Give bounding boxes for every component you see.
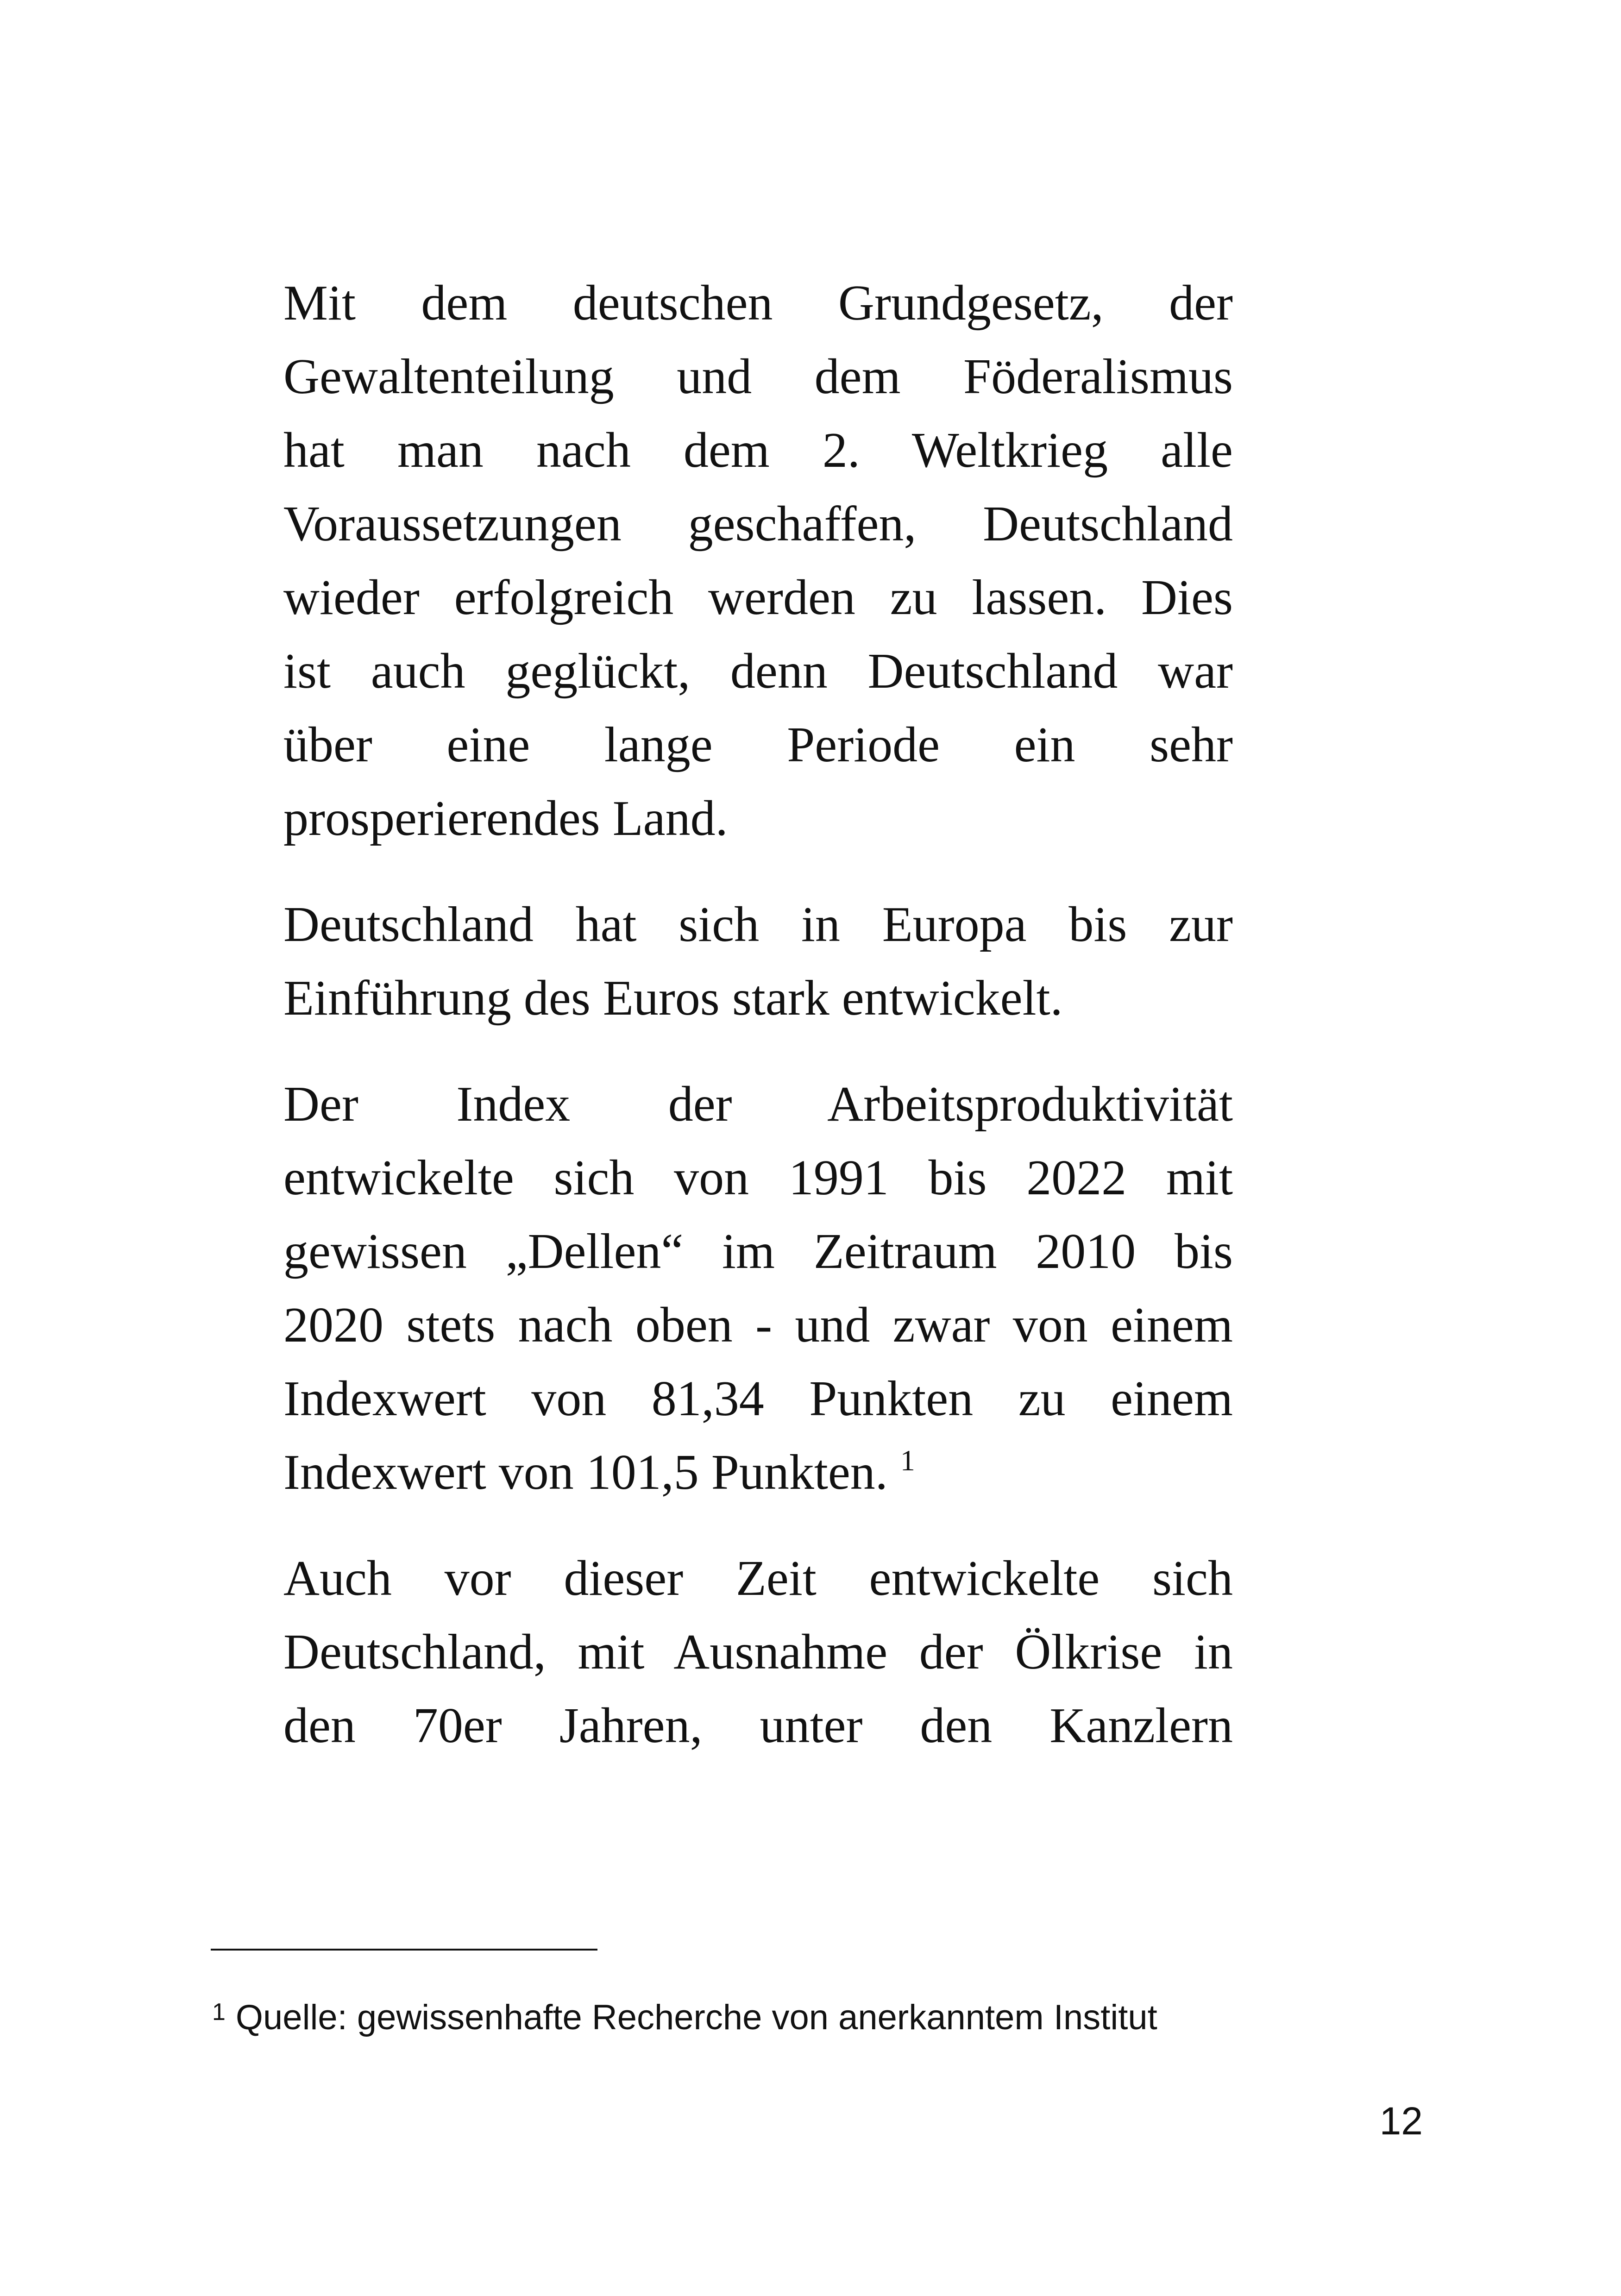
text-line: Deutschland hat sich in Europa bis zur (283, 897, 1233, 952)
text-line: gewissen „Dellen“ im Zeitraum 2010 bis (283, 1224, 1233, 1279)
text-line: Indexwert von 101,5 Punkten. (283, 1445, 888, 1500)
text-line: wieder erfolgreich werden zu lassen. Dies (283, 570, 1233, 625)
text-line: Auch vor dieser Zeit entwickelte sich (283, 1551, 1233, 1606)
text-line: prosperierendes Land. (283, 791, 728, 846)
text-line: Einführung des Euros stark entwickelt. (283, 971, 1063, 1026)
footnote-reference[interactable]: 1 (900, 1444, 915, 1477)
text-line: über eine lange Periode ein sehr (283, 717, 1233, 772)
text-line: 2020 stets nach oben - und zwar von einem (283, 1298, 1233, 1353)
text-line: Der Index der Arbeitsproduktivität (283, 1077, 1233, 1132)
paragraph-1 (283, 266, 1233, 855)
body-text (283, 266, 1233, 1795)
text-line: den 70er Jahren, unter den Kanzlern (283, 1698, 1233, 1753)
text-line: Voraussetzungen geschaffen, Deutschland (283, 496, 1233, 552)
text-line: Mit dem deutschen Grundgesetz, der (283, 276, 1233, 331)
text-line: Deutschland, mit Ausnahme der Ölkrise in (283, 1625, 1233, 1680)
text-line: hat man nach dem 2. Weltkrieg alle (283, 423, 1233, 478)
footnote-divider (211, 1949, 597, 1951)
paragraph-4 (283, 1542, 1233, 1763)
text-line: ist auch geglückt, denn Deutschland war (283, 644, 1233, 699)
page-number: 12 (1379, 2099, 1423, 2143)
paragraph-3 (283, 1067, 1233, 1509)
text-line: entwickelte sich von 1991 bis 2022 mit (283, 1150, 1233, 1205)
footnote-text: Quelle: gewissenhafte Recherche von anerkanntem Institut (235, 1998, 1157, 2037)
footnote-number: 1 (212, 1999, 226, 2026)
text-line: Gewaltenteilung und dem Föderalismus (283, 349, 1233, 404)
paragraph-2 (283, 888, 1233, 1035)
text-line: Indexwert von 81,34 Punkten zu einem (283, 1371, 1233, 1426)
text-line-with-note (283, 1436, 1233, 1509)
footnote (212, 1991, 1157, 2039)
